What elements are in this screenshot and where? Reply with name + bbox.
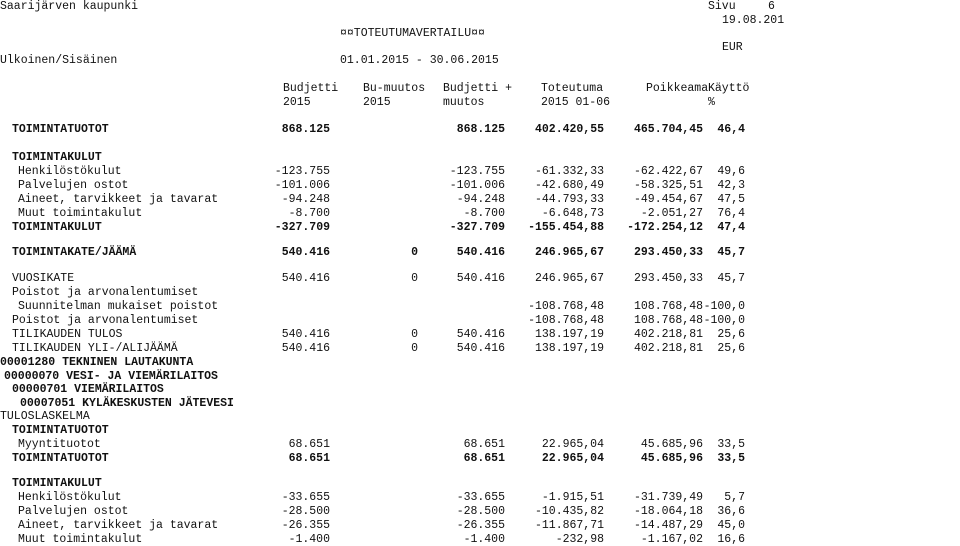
row-value: 402.218,81 — [633, 342, 703, 355]
col-budget-header: Budjetti — [283, 82, 339, 95]
row-value: 246.965,67 — [534, 246, 604, 259]
col-actual-period: 2015 01-06 — [541, 96, 611, 109]
row-value: 540.416 — [281, 342, 330, 355]
row-value: -123.755 — [449, 165, 505, 178]
row-value: 45.685,96 — [640, 438, 703, 451]
row-value: 68.651 — [463, 438, 505, 451]
row-value: 68.651 — [288, 438, 330, 451]
col-usage-percent: % — [708, 96, 715, 109]
row-value: 540.416 — [281, 246, 330, 259]
col-budget-year: 2015 — [283, 96, 311, 109]
row-label: 00007051 KYLÄKESKUSTEN JÄTEVESI — [20, 397, 234, 410]
row-label: TOIMINTATUOTOT — [12, 452, 109, 465]
row-value: -327.709 — [449, 221, 505, 234]
row-value: 402.420,55 — [534, 123, 604, 136]
row-value: 42,3 — [717, 179, 745, 192]
row-value: -58.325,51 — [633, 179, 703, 192]
row-value: 540.416 — [456, 272, 505, 285]
row-value: 293.450,33 — [633, 272, 703, 285]
row-value: -14.487,29 — [633, 519, 703, 532]
row-value: 16,6 — [717, 533, 745, 546]
row-label: TILIKAUDEN TULOS — [12, 328, 123, 341]
row-value: -94.248 — [456, 193, 505, 206]
row-value: -172.254,12 — [627, 221, 703, 234]
row-label: TILIKAUDEN YLI-/ALIJÄÄMÄ — [12, 342, 178, 355]
row-value: -2.051,27 — [640, 207, 703, 220]
row-value: 108.768,48 — [633, 300, 703, 313]
row-value: 5,7 — [724, 491, 745, 504]
row-value: 108.768,48 — [633, 314, 703, 327]
row-value: -26.355 — [456, 519, 505, 532]
row-value: -33.655 — [281, 491, 330, 504]
row-label: Poistot ja arvonalentumiset — [12, 314, 199, 327]
row-value: -108.768,48 — [528, 300, 604, 313]
row-value: 868.125 — [456, 123, 505, 136]
row-label: Muut toimintakulut — [18, 533, 143, 546]
row-value: 138.197,19 — [534, 328, 604, 341]
row-value: -49.454,67 — [633, 193, 703, 206]
currency-label: EUR — [722, 41, 743, 54]
city-name: Saarijärven kaupunki — [0, 0, 139, 13]
row-value: -101.006 — [274, 179, 330, 192]
row-value: -327.709 — [274, 221, 330, 234]
row-value: 0 — [411, 246, 418, 259]
row-label: Poistot ja arvonalentumiset — [12, 286, 199, 299]
row-value: 22.965,04 — [541, 438, 604, 451]
row-value: -94.248 — [281, 193, 330, 206]
row-value: -31.739,49 — [633, 491, 703, 504]
row-label: TOIMINTAKULUT — [12, 151, 102, 164]
row-label: TOIMINTATUOTOT — [12, 424, 109, 437]
period-label: 01.01.2015 - 30.06.2015 — [340, 54, 499, 67]
row-value: 45,7 — [717, 246, 745, 259]
row-value: -62.422,67 — [633, 165, 703, 178]
row-label: 00000070 VESI- JA VIEMÄRILAITOS — [4, 370, 218, 383]
row-value: -18.064,18 — [633, 505, 703, 518]
row-value: -108.768,48 — [528, 314, 604, 327]
col-actual-header: Toteutuma — [541, 82, 604, 95]
row-value: 465.704,45 — [633, 123, 703, 136]
report-title: ¤¤TOTEUTUMAVERTAILU¤¤ — [340, 27, 485, 40]
row-label: VUOSIKATE — [12, 272, 75, 285]
row-label: TOIMINTAKULUT — [12, 477, 102, 490]
row-value: -33.655 — [456, 491, 505, 504]
row-value: 49,6 — [717, 165, 745, 178]
col-change-header: Bu-muutos — [363, 82, 426, 95]
row-value: 76,4 — [717, 207, 745, 220]
row-label: Aineet, tarvikkeet ja tavarat — [18, 193, 219, 206]
row-value: -28.500 — [281, 505, 330, 518]
row-value: 0 — [411, 272, 418, 285]
row-value: 25,6 — [717, 342, 745, 355]
row-value: 47,4 — [717, 221, 745, 234]
row-value: -123.755 — [274, 165, 330, 178]
col-change-year: 2015 — [363, 96, 391, 109]
page-label: Sivu — [708, 0, 736, 13]
row-value: -44.793,33 — [534, 193, 604, 206]
row-value: 47,5 — [717, 193, 745, 206]
page-number: 6 — [768, 0, 775, 13]
row-value: -8.700 — [288, 207, 330, 220]
row-value: 46,4 — [717, 123, 745, 136]
row-value: 0 — [411, 342, 418, 355]
col-deviation-header: Poikkeama — [646, 82, 709, 95]
row-value: 540.416 — [456, 342, 505, 355]
row-value: -1.167,02 — [640, 533, 703, 546]
report-date: 19.08.201 — [722, 14, 785, 27]
row-label: TOIMINTATUOTOT — [12, 123, 109, 136]
row-value: -42.680,49 — [534, 179, 604, 192]
row-value: 540.416 — [281, 328, 330, 341]
row-value: 45.685,96 — [640, 452, 703, 465]
row-value: 138.197,19 — [534, 342, 604, 355]
row-value: -100,0 — [703, 300, 745, 313]
row-label: Henkilöstökulut — [18, 491, 122, 504]
row-value: 293.450,33 — [633, 246, 703, 259]
row-value: -100,0 — [703, 314, 745, 327]
col-usage-header: Käyttö — [708, 82, 750, 95]
row-label: TOIMINTAKATE/JÄÄMÄ — [12, 246, 137, 259]
row-value: 868.125 — [281, 123, 330, 136]
row-value: -26.355 — [281, 519, 330, 532]
row-label: Palvelujen ostot — [18, 179, 129, 192]
row-value: -11.867,71 — [534, 519, 604, 532]
row-value: -101.006 — [449, 179, 505, 192]
row-label: 00001280 TEKNINEN LAUTAKUNTA — [0, 356, 194, 369]
row-label: Muut toimintakulut — [18, 207, 143, 220]
row-value: -1.400 — [288, 533, 330, 546]
row-value: 45,7 — [717, 272, 745, 285]
row-value: 402.218,81 — [633, 328, 703, 341]
row-label: Palvelujen ostot — [18, 505, 129, 518]
row-value: 540.416 — [281, 272, 330, 285]
col-budget-plus-sub: muutos — [443, 96, 485, 109]
row-value: 33,5 — [717, 452, 745, 465]
row-label: Suunnitelman mukaiset poistot — [18, 300, 219, 313]
row-value: -232,98 — [555, 533, 604, 546]
row-value: -155.454,88 — [528, 221, 604, 234]
row-value: -28.500 — [456, 505, 505, 518]
row-value: 25,6 — [717, 328, 745, 341]
row-label: TOIMINTAKULUT — [12, 221, 102, 234]
row-label: Aineet, tarvikkeet ja tavarat — [18, 519, 219, 532]
row-value: -1.400 — [463, 533, 505, 546]
row-label: TULOSLASKELMA — [0, 410, 90, 423]
row-label: Henkilöstökulut — [18, 165, 122, 178]
scope-label: Ulkoinen/Sisäinen — [0, 54, 118, 67]
row-value: 22.965,04 — [541, 452, 604, 465]
row-value: 540.416 — [456, 246, 505, 259]
row-value: -10.435,82 — [534, 505, 604, 518]
row-label: 00000701 VIEMÄRILAITOS — [12, 383, 164, 396]
row-value: -6.648,73 — [541, 207, 604, 220]
row-value: 246.965,67 — [534, 272, 604, 285]
row-value: -8.700 — [463, 207, 505, 220]
col-budget-plus-header: Budjetti + — [443, 82, 513, 95]
row-value: 36,6 — [717, 505, 745, 518]
row-value: 33,5 — [717, 438, 745, 451]
row-label: Myyntituotot — [18, 438, 101, 451]
row-value: 68.651 — [288, 452, 330, 465]
row-value: 0 — [411, 328, 418, 341]
row-value: 45,0 — [717, 519, 745, 532]
row-value: 540.416 — [456, 328, 505, 341]
row-value: 68.651 — [463, 452, 505, 465]
row-value: -61.332,33 — [534, 165, 604, 178]
row-value: -1.915,51 — [541, 491, 604, 504]
